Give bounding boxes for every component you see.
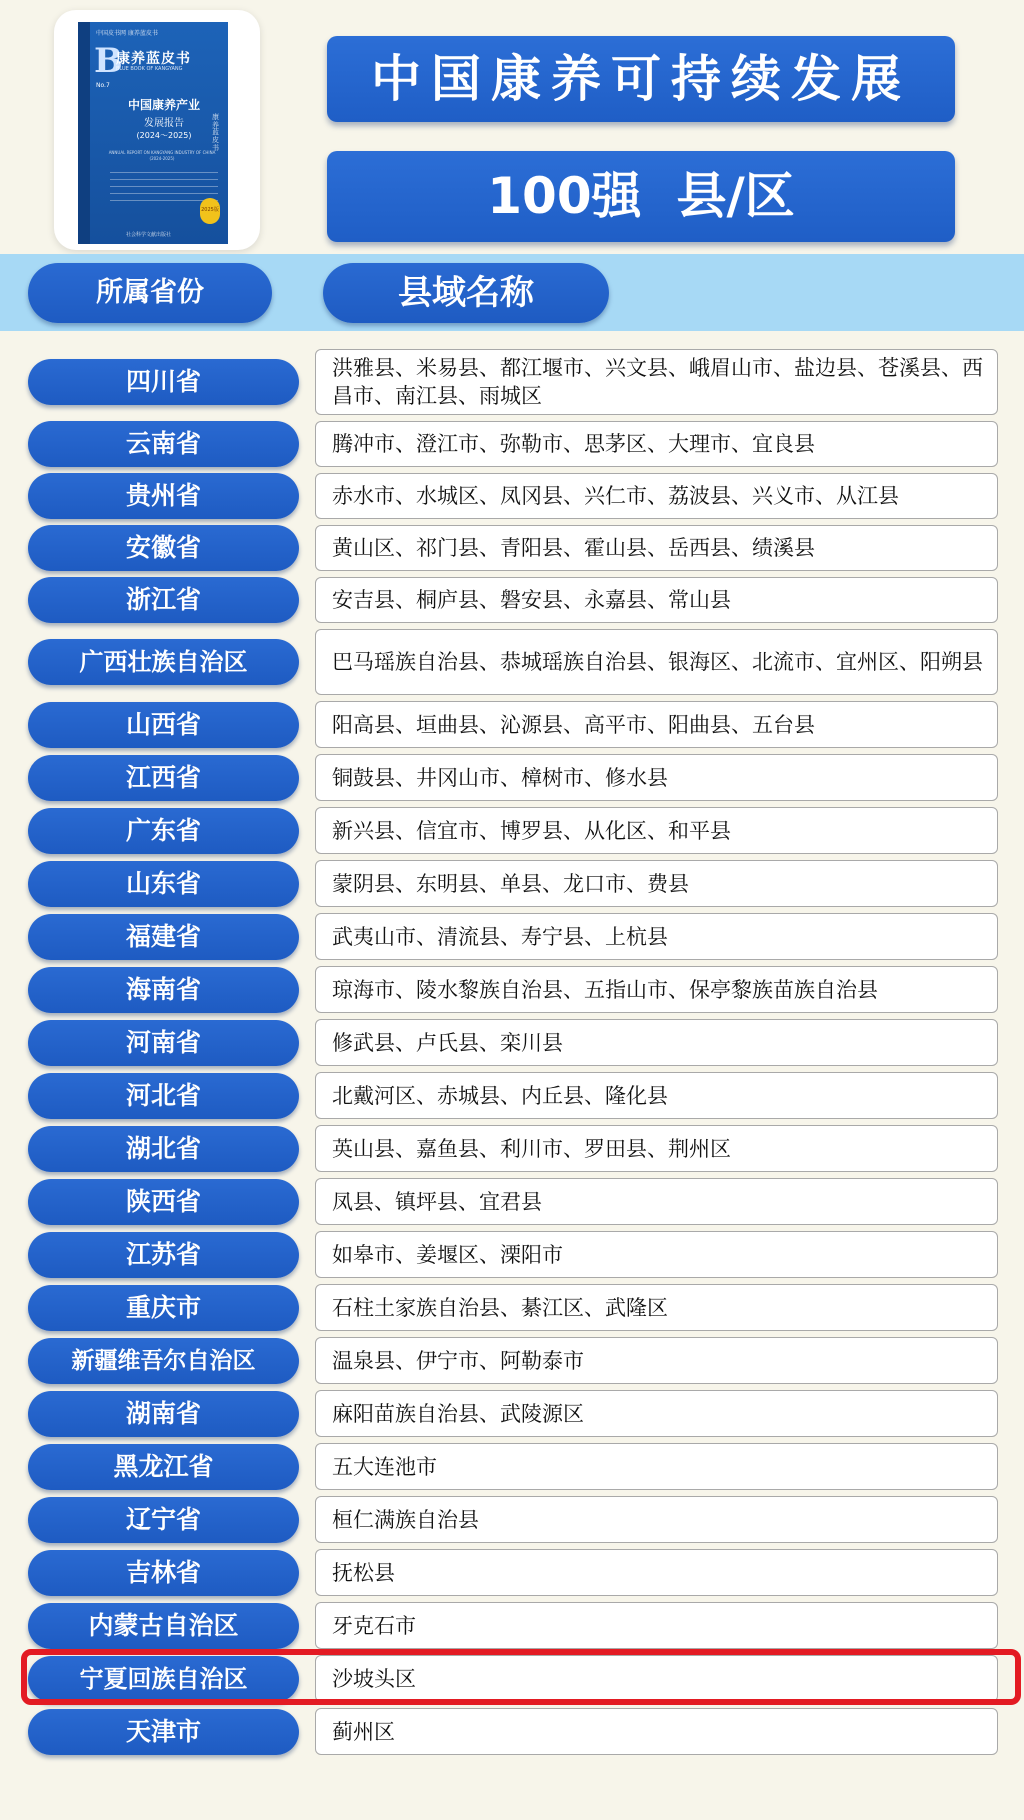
- column-header-province: 所属省份: [28, 263, 272, 323]
- table-row: [0, 1600, 1024, 1651]
- province-label: 黑龙江省: [28, 1444, 299, 1490]
- county-names-text: 安吉县、桐庐县、磐安县、永嘉县、常山县: [332, 588, 731, 612]
- county-names-cell: [315, 1231, 998, 1278]
- table-row: [0, 964, 1024, 1015]
- table-row: [0, 1494, 1024, 1545]
- table-row: [0, 471, 1024, 521]
- table-row: [0, 575, 1024, 625]
- column-header-county: 县域名称: [323, 263, 609, 323]
- county-names-text: 武夷山市、清流县、寿宁县、上杭县: [332, 924, 668, 949]
- county-names-text: 阳高县、垣曲县、沁源县、高平市、阳曲县、五台县: [332, 712, 815, 737]
- county-names-text: 琼海市、陵水黎族自治县、五指山市、保亭黎族苗族自治县: [332, 977, 878, 1002]
- province-label: 吉林省: [28, 1550, 299, 1596]
- county-names-cell: [315, 1602, 998, 1649]
- county-names-cell: [315, 1549, 998, 1596]
- county-names-cell: [315, 577, 998, 623]
- province-label: 海南省: [28, 967, 299, 1013]
- county-names-text: 英山县、嘉鱼县、利川市、罗田县、荆州区: [332, 1136, 731, 1161]
- county-names-text: 修武县、卢氏县、栾川县: [332, 1030, 563, 1055]
- cover-editor-lines: [110, 172, 218, 202]
- table-row: [0, 1706, 1024, 1757]
- county-names-cell: [315, 966, 998, 1013]
- province-label: 山东省: [28, 861, 299, 907]
- county-names-text: 洪雅县、米易县、都江堰市、兴文县、峨眉山市、盐边县、苍溪县、西昌市、南江县、雨城区: [332, 356, 983, 408]
- table-row: [0, 1388, 1024, 1439]
- county-names-text: 沙坡头区: [332, 1666, 416, 1691]
- province-label: 宁夏回族自治区: [28, 1656, 299, 1702]
- book-cover-image: [78, 22, 228, 244]
- county-names-cell: [315, 807, 998, 854]
- table-row: [0, 1335, 1024, 1386]
- cover-publisher: 社会科学文献出版社: [126, 232, 172, 238]
- county-names-text: 新兴县、信宜市、博罗县、从化区、和平县: [332, 818, 731, 843]
- table-row: [0, 1017, 1024, 1068]
- county-names-cell: [315, 1284, 998, 1331]
- cover-volume: No.7: [96, 82, 110, 89]
- province-label: 安徽省: [28, 525, 299, 571]
- county-names-text: 温泉县、伊宁市、阿勒泰市: [332, 1348, 584, 1373]
- province-label: 四川省: [28, 359, 299, 405]
- province-label: 内蒙古自治区: [28, 1603, 299, 1649]
- table-row: [0, 1229, 1024, 1280]
- cover-brand-letter: B: [94, 41, 123, 81]
- cover-series-line: 中国皮书网 康养蓝皮书: [96, 30, 158, 37]
- province-label: 河南省: [28, 1020, 299, 1066]
- county-names-cell: [315, 421, 998, 467]
- county-names-cell: [315, 629, 998, 695]
- table-row: [0, 419, 1024, 469]
- table-row: [0, 752, 1024, 803]
- province-label: 江西省: [28, 755, 299, 801]
- cover-main-title: 中国康养产业: [127, 98, 200, 112]
- county-names-cell: [315, 1019, 998, 1066]
- county-names-cell: [315, 754, 998, 801]
- county-names-text: 石柱土家族自治县、綦江区、武隆区: [332, 1295, 668, 1320]
- county-names-text: 蓟州区: [332, 1719, 395, 1744]
- cover-years: (2024～2025): [136, 131, 192, 140]
- cover-vertical-text: 康养蓝皮书: [212, 113, 219, 152]
- county-names-cell: [315, 913, 998, 960]
- province-label: 辽宁省: [28, 1497, 299, 1543]
- province-label: 云南省: [28, 421, 299, 467]
- province-label: 山西省: [28, 702, 299, 748]
- province-label: 天津市: [28, 1709, 299, 1755]
- county-names-cell: [315, 1443, 998, 1490]
- province-label: 广东省: [28, 808, 299, 854]
- cover-brand-title: 康养蓝皮书: [116, 51, 191, 67]
- county-names-cell: [315, 1072, 998, 1119]
- province-label: 新疆维吾尔自治区: [28, 1338, 299, 1384]
- county-names-text: 腾冲市、澄江市、弥勒市、思茅区、大理市、宜良县: [332, 432, 815, 456]
- province-label: 广西壮族自治区: [28, 639, 299, 685]
- table-row: [0, 699, 1024, 750]
- county-names-cell: [315, 1708, 998, 1755]
- table-row: [0, 1176, 1024, 1227]
- table-row: [0, 858, 1024, 909]
- table-row: [0, 347, 1024, 417]
- county-names-text: 麻阳苗族自治县、武陵源区: [332, 1401, 584, 1426]
- province-label: 湖北省: [28, 1126, 299, 1172]
- table-row: [0, 911, 1024, 962]
- county-names-cell: [315, 1390, 998, 1437]
- cover-main-subtitle: 发展报告: [144, 118, 184, 129]
- county-names-text: 五大连池市: [332, 1454, 437, 1479]
- province-label: 浙江省: [28, 577, 299, 623]
- cover-brand-subtitle: BLUE BOOK OF KANGYANG: [116, 66, 183, 72]
- page-title: 中国康养可持续发展: [327, 36, 955, 122]
- table-row: [0, 523, 1024, 573]
- county-names-text: 牙克石市: [332, 1613, 416, 1638]
- county-names-cell: [315, 1496, 998, 1543]
- table-row: [0, 1282, 1024, 1333]
- county-names-text: 北戴河区、赤城县、内丘县、隆化县: [332, 1083, 668, 1108]
- province-label: 江苏省: [28, 1232, 299, 1278]
- highlight-box: [21, 1649, 1021, 1705]
- page-subtitle: 100强 县/区: [327, 151, 955, 242]
- province-label: 陕西省: [28, 1179, 299, 1225]
- province-label: 河北省: [28, 1073, 299, 1119]
- county-names-cell: [315, 525, 998, 571]
- county-names-cell: [315, 1125, 998, 1172]
- table-row: [0, 805, 1024, 856]
- table-row: [0, 1070, 1024, 1121]
- province-label: 重庆市: [28, 1285, 299, 1331]
- county-names-text: 铜鼓县、井冈山市、樟树市、修水县: [332, 765, 668, 790]
- cover-english-title: ANNUAL REPORT ON KANGYANG INDUSTRY OF CHINA (2024-2025): [108, 150, 216, 161]
- county-names-text: 黄山区、祁门县、青阳县、霍山县、岳西县、绩溪县: [332, 536, 815, 560]
- county-names-text: 凤县、镇坪县、宜君县: [332, 1189, 542, 1214]
- province-label: 贵州省: [28, 473, 299, 519]
- county-names-cell: [315, 701, 998, 748]
- table-row: [0, 1441, 1024, 1492]
- county-names-text: 蒙阴县、东明县、单县、龙口市、费县: [332, 871, 689, 896]
- county-names-text: 桓仁满族自治县: [332, 1507, 479, 1532]
- table-row: [0, 627, 1024, 697]
- county-names-cell: [315, 1337, 998, 1384]
- county-names-cell: [315, 860, 998, 907]
- cover-badge: 2025版: [200, 198, 220, 224]
- county-names-cell: [315, 473, 998, 519]
- county-names-cell: [315, 349, 998, 415]
- book-cover-card: [54, 10, 260, 250]
- county-names-text: 如皋市、姜堰区、溧阳市: [332, 1242, 563, 1267]
- county-names-text: 抚松县: [332, 1560, 395, 1585]
- table-row: [0, 1547, 1024, 1598]
- province-label: 湖南省: [28, 1391, 299, 1437]
- province-label: 福建省: [28, 914, 299, 960]
- county-names-text: 巴马瑶族自治县、恭城瑶族自治县、银海区、北流市、宜州区、阳朔县: [332, 650, 983, 674]
- county-names-text: 赤水市、水城区、凤冈县、兴仁市、荔波县、兴义市、从江县: [332, 484, 899, 508]
- table-row: [0, 1123, 1024, 1174]
- county-names-cell: [315, 1178, 998, 1225]
